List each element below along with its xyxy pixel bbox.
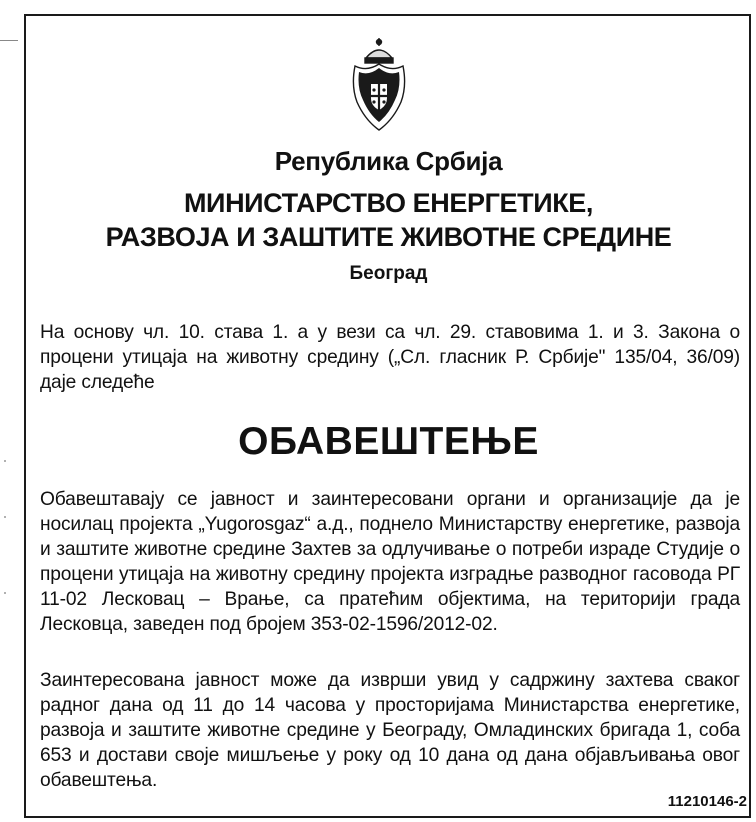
city-name: Београд (349, 263, 428, 284)
margin-speck (4, 516, 6, 518)
serbia-coat-of-arms-icon (349, 36, 409, 136)
margin-speck (4, 460, 6, 462)
margin-mark (0, 40, 18, 41)
ministry-name (26, 186, 751, 254)
margin-speck (4, 592, 6, 594)
legal-basis-paragraph: На основу чл. 10. става 1. а у вези са чл. 29. ставовима 1. и 3. Закона о процени утицаја на животну средину („Сл. гласник Р. Србије" 135/04, 36/09) даје следеће (40, 322, 740, 393)
ministry-name-line-1: МИНИСТАРСТВО ЕНЕРГЕТИКЕ, (183, 188, 594, 218)
public-inspection-paragraph: Заинтересована јавност може да изврши увид у садржину захтева сваког радног дана од 11 до 14 часова у просторијама Министарства енергетике, развоја и заштите животне средине у Београду, Омладинских бригада 1, соба 653 и достави своје мишљење у року од 10 дана од дана објављивања овог обавештења. (40, 670, 740, 791)
notice-title: ОБАВЕШТЕЊЕ (238, 420, 539, 463)
ministry-name-line-2: РАЗВОЈА И ЗАШТИТЕ ЖИВОТНЕ СРЕДИНЕ (105, 222, 672, 252)
ad-reference-code: 11210146-2 (667, 793, 747, 810)
notice-body-paragraph: Обавештавају се јавност и заинтересовани органи и организације да је носилац пројекта „Yugorosgaz“ а.д., поднело Министарству енергетике, развоја и заштите животне средине Захтев за одлучивање о потреби израде Студије о процени утицаја на животну средину пројекта изградње разводног гасовода РГ 11-02 Лесковац – Врање, са пратећим објектима, на територији града Лесковца, заведен под бројем 353-02-1596/2012-02. (40, 489, 740, 635)
country-name: Република Србија (274, 146, 503, 176)
